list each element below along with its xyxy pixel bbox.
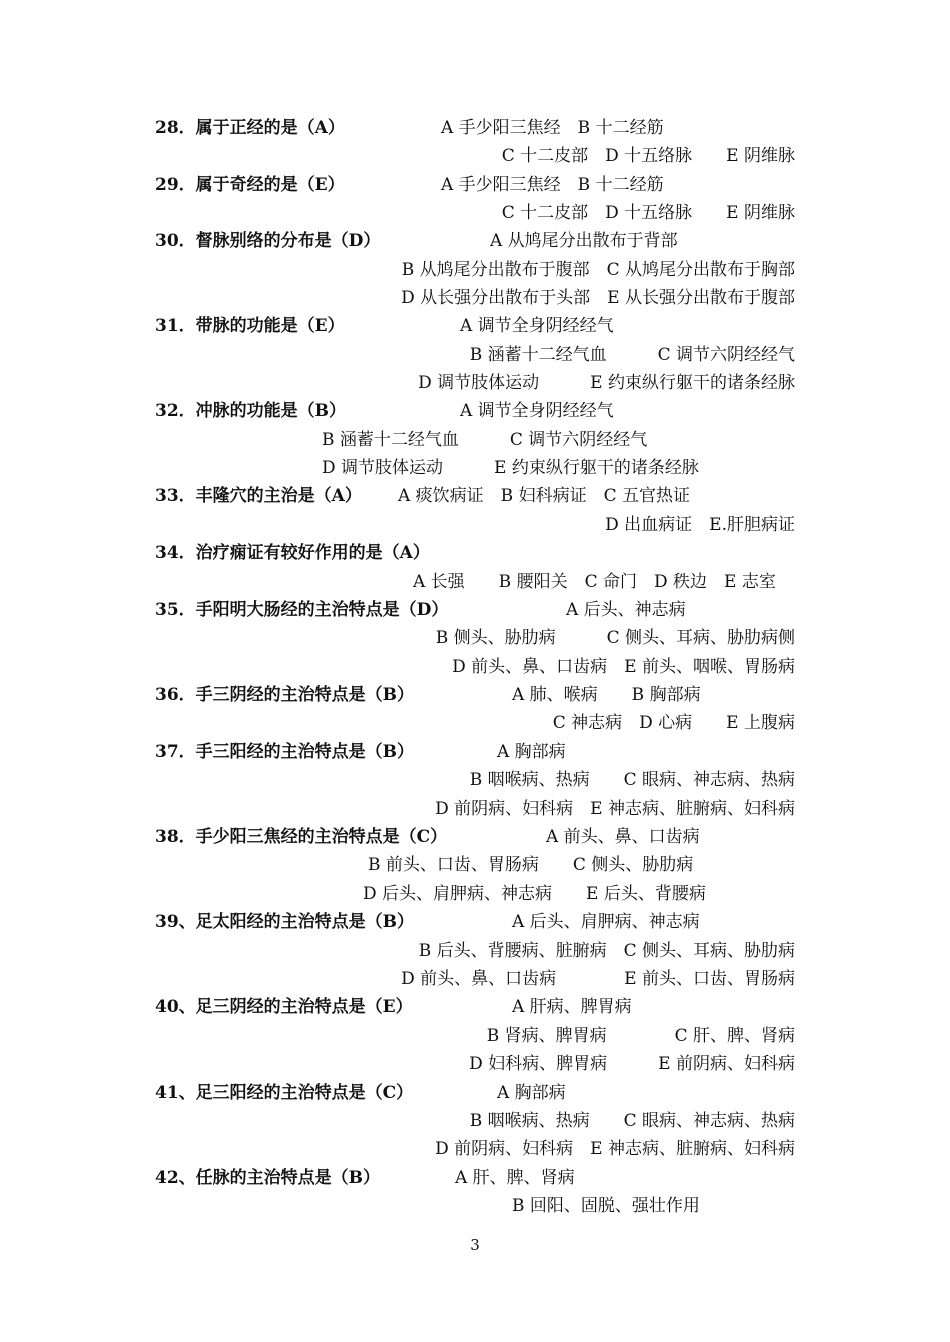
question-31-option-line: A 调节全身阴经经气 bbox=[460, 316, 614, 336]
question-28-stem: 28．属于正经的是（A） bbox=[155, 118, 345, 138]
question-37-option-line: B 咽喉病、热病 C 眼病、神志病、热病 bbox=[469, 770, 795, 790]
question-38-option-line: A 前头、鼻、口齿病 bbox=[546, 827, 700, 847]
question-36-option-line: A 肺、喉病 B 胸部病 bbox=[512, 685, 701, 705]
question-42-stem: 42、任脉的主治特点是（B） bbox=[155, 1168, 381, 1188]
question-28-option-line: C 十二皮部 D 十五络脉 E 阴维脉 bbox=[501, 146, 795, 166]
question-41-option-line: D 前阴病、妇科病 E 神志病、脏腑病、妇科病 bbox=[435, 1139, 795, 1159]
question-40-option-line: D 妇科病、脾胃病 E 前阴病、妇科病 bbox=[469, 1054, 795, 1074]
question-39-option-line: D 前头、鼻、口齿病 E 前头、口齿、胃肠病 bbox=[401, 969, 795, 989]
question-30-option-line: A 从鸠尾分出散布于背部 bbox=[490, 231, 678, 251]
question-35-option-line: D 前头、鼻、口齿病 E 前头、咽喉、胃肠病 bbox=[452, 657, 795, 677]
question-32-option-line: B 涵蓄十二经气血 C 调节六阴经经气 bbox=[322, 430, 648, 450]
question-37-option-line: D 前阴病、妇科病 E 神志病、脏腑病、妇科病 bbox=[435, 799, 795, 819]
question-32-stem: 32．冲脉的功能是（B） bbox=[155, 401, 347, 421]
question-41-option-line: B 咽喉病、热病 C 眼病、神志病、热病 bbox=[469, 1111, 795, 1131]
question-28-option-line: A 手少阳三焦经 B 十二经筋 bbox=[441, 118, 664, 138]
question-42-option-line: A 肝、脾、肾病 bbox=[455, 1168, 575, 1188]
question-35-stem: 35．手阳明大肠经的主治特点是（D） bbox=[155, 600, 449, 620]
question-39-option-line: B 后头、背腰病、脏腑病 C 侧头、耳病、胁肋病 bbox=[418, 941, 795, 961]
question-32-option-line: A 调节全身阴经经气 bbox=[460, 401, 614, 421]
question-41-stem: 41、足三阳经的主治特点是（C） bbox=[155, 1083, 414, 1103]
question-29-stem: 29．属于奇经的是（E） bbox=[155, 175, 345, 195]
question-31-stem: 31．带脉的功能是（E） bbox=[155, 316, 345, 336]
page-number: 3 bbox=[470, 1236, 480, 1254]
question-29-option-line: A 手少阳三焦经 B 十二经筋 bbox=[441, 175, 664, 195]
question-38-stem: 38．手少阳三焦经的主治特点是（C） bbox=[155, 827, 448, 847]
question-35-option-line: A 后头、神志病 bbox=[566, 600, 686, 620]
question-31-option-line: D 调节肢体运动 E 约束纵行躯干的诸条经脉 bbox=[418, 373, 795, 393]
question-40-option-line: A 肝病、脾胃病 bbox=[512, 997, 632, 1017]
question-33-option-line: A 痰饮病证 B 妇科病证 C 五官热证 bbox=[398, 486, 690, 506]
question-30-option-line: B 从鸠尾分出散布于腹部 C 从鸠尾分出散布于胸部 bbox=[401, 260, 795, 280]
question-34-stem: 34．治疗痫证有较好作用的是（A） bbox=[155, 543, 430, 563]
question-39-stem: 39、足太阳经的主治特点是（B） bbox=[155, 912, 415, 932]
question-41-option-line: A 胸部病 bbox=[497, 1083, 566, 1103]
question-36-option-line: C 神志病 D 心病 E 上腹病 bbox=[552, 713, 795, 733]
question-30-stem: 30．督脉别络的分布是（D） bbox=[155, 231, 381, 251]
question-40-stem: 40、足三阴经的主治特点是（E） bbox=[155, 997, 413, 1017]
question-36-stem: 36．手三阴经的主治特点是（B） bbox=[155, 685, 415, 705]
question-29-option-line: C 十二皮部 D 十五络脉 E 阴维脉 bbox=[501, 203, 795, 223]
question-34-option-line: A 长强 B 腰阳关 C 命门 D 秩边 E 志室 bbox=[413, 572, 776, 592]
question-31-option-line: B 涵蓄十二经气血 C 调节六阴经经气 bbox=[469, 345, 795, 365]
question-32-option-line: D 调节肢体运动 E 约束纵行躯干的诸条经脉 bbox=[322, 458, 699, 478]
question-33-stem: 33．丰隆穴的主治是（A） bbox=[155, 486, 362, 506]
question-39-option-line: A 后头、肩胛病、神志病 bbox=[512, 912, 700, 932]
question-40-option-line: B 肾病、脾胃病 C 肝、脾、肾病 bbox=[486, 1026, 795, 1046]
question-35-option-line: B 侧头、胁肋病 C 侧头、耳病、胁肋病侧 bbox=[435, 628, 795, 648]
question-37-option-line: A 胸部病 bbox=[497, 742, 566, 762]
question-42-option-line: B 回阳、固脱、强壮作用 bbox=[512, 1196, 700, 1216]
question-38-option-line: D 后头、肩胛病、神志病 E 后头、背腰病 bbox=[363, 884, 706, 904]
question-30-option-line: D 从长强分出散布于头部 E 从长强分出散布于腹部 bbox=[401, 288, 795, 308]
question-37-stem: 37．手三阳经的主治特点是（B） bbox=[155, 742, 415, 762]
question-33-option-line: D 出血病证 E.肝胆病证 bbox=[605, 515, 795, 535]
question-38-option-line: B 前头、口齿、胃肠病 C 侧头、胁肋病 bbox=[368, 855, 694, 875]
